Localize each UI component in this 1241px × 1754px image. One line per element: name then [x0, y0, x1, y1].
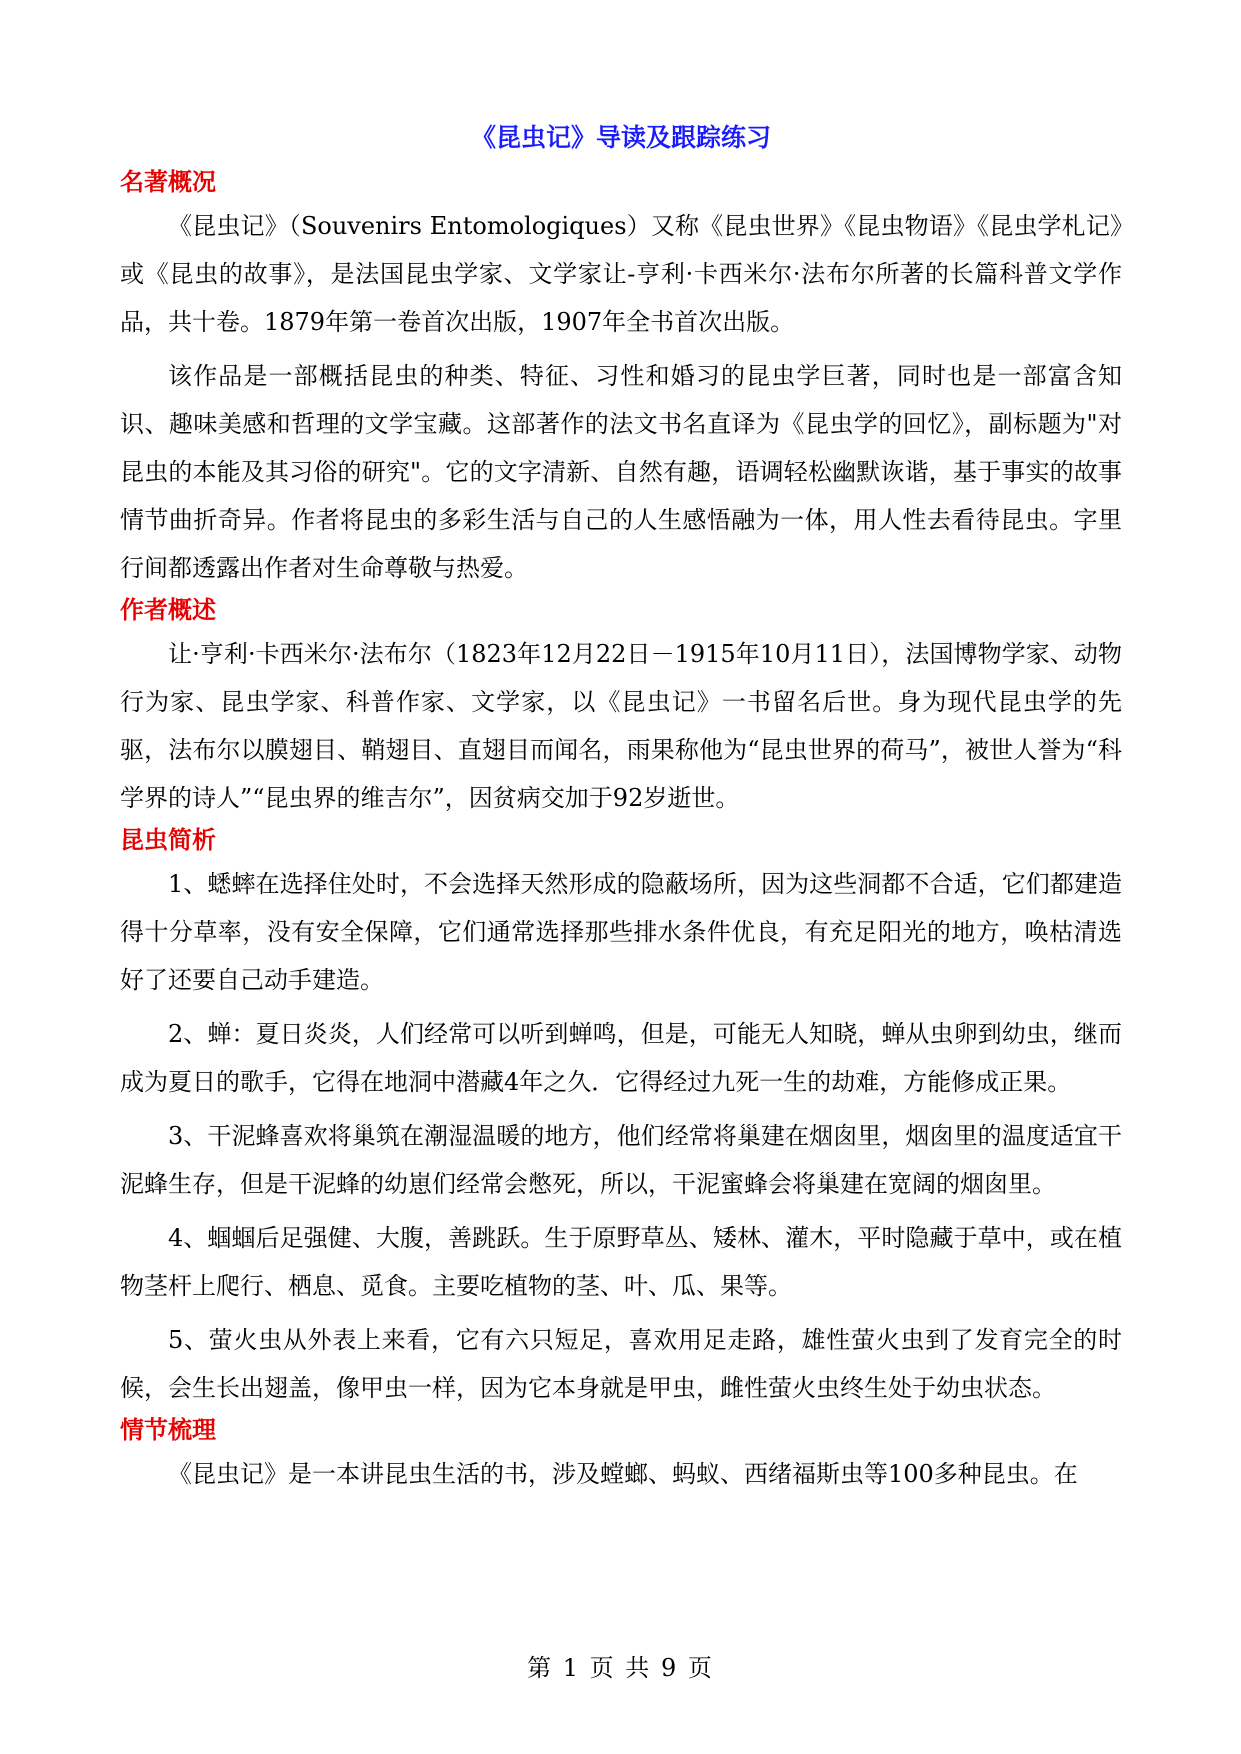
overview-paragraph-2: 该作品是一部概括昆虫的种类、特征、习性和婚习的昆虫学巨著，同时也是一部富含知识、趣味美感和哲理的文学宝藏。这部著作的法文书名直译为《昆虫学的回忆》，副标题为"对昆虫的本能及其习俗的研究"。它的文字清新、自然有趣，语调轻松幽默诙谐，基于事实的故事情节曲折奇异。作者将昆虫的多彩生活与自己的人生感悟融为一体，用人性去看待昆虫。字里行间都透露出作者对生命尊敬与热爱。	[120, 362, 1122, 582]
plot-paragraph: 《昆虫记》是一本讲昆虫生活的书，涉及螳螂、蚂蚁、西绪福斯虫等100多种昆虫。在	[168, 1460, 1078, 1488]
overview-paragraph-1: 《昆虫记》（Souvenirs Entomologiques）又称《昆虫世界》《昆虫物语》《昆虫学札记》或《昆虫的故事》，是法国昆虫学家、文学家让-亨利·卡西米尔·法布尔所著的长篇科普文学作品，共十卷。1879年第一卷首次出版，1907年全书首次出版。	[120, 212, 1122, 336]
page-footer: 第 1 页 共 9 页	[527, 1654, 714, 1682]
insect-paragraph-katydid: 4、蝈蝈后足强健、大腹，善跳跃。生于原野草丛、矮林、灌木，平时隐藏于草中，或在植物茎杆上爬行、栖息、觅食。主要吃植物的茎、叶、瓜、果等。	[120, 1224, 1122, 1300]
insect-paragraph-cicada: 2、蝉：夏日炎炎，人们经常可以听到蝉鸣，但是，可能无人知晓，蝉从虫卵到幼虫，继而成为夏日的歌手，它得在地洞中潜藏4年之久．它得经过九死一生的劫难，方能修成正果。	[120, 1020, 1122, 1096]
document-page	[120, 118, 1122, 1498]
insect-paragraph-cricket: 1、蟋蟀在选择住处时，不会选择天然形成的隐蔽场所，因为这些洞都不合适，它们都建造得十分草率，没有安全保障，它们通常选择那些排水条件优良，有充足阳光的地方，唤枯清选好了还要自己动手建造。	[120, 870, 1122, 994]
document-title: 《昆虫记》导读及跟踪练习	[470, 123, 771, 152]
insect-paragraph-firefly: 5、萤火虫从外表上来看，它有六只短足，喜欢用足走路，雄性萤火虫到了发育完全的时候，会生长出翅盖，像甲虫一样，因为它本身就是甲虫，雌性萤火虫终生处于幼虫状态。	[120, 1326, 1122, 1402]
author-paragraph: 让·亨利·卡西米尔·法布尔（1823年12月22日－1915年10月11日），法国博物学家、动物行为家、昆虫学家、科普作家、文学家，以《昆虫记》一书留名后世。身为现代昆虫学的先驱，法布尔以膜翅目、鞘翅目、直翅目而闻名，雨果称他为“昆虫世界的荷马”，被世人誉为“科学界的诗人”“昆虫界的维吉尔”，因贫病交加于92岁逝世。	[120, 640, 1122, 812]
section-heading-overview: 名著概况	[120, 167, 216, 196]
section-heading-insects: 昆虫简析	[120, 825, 216, 854]
insect-paragraph-wasp: 3、干泥蜂喜欢将巢筑在潮湿温暖的地方，他们经常将巢建在烟囱里，烟囱里的温度适宜干泥蜂生存，但是干泥蜂的幼崽们经常会憋死，所以，干泥蜜蜂会将巢建在宽阔的烟囱里。	[120, 1122, 1122, 1198]
section-heading-author: 作者概述	[120, 595, 216, 624]
section-heading-plot: 情节梳理	[120, 1415, 216, 1444]
